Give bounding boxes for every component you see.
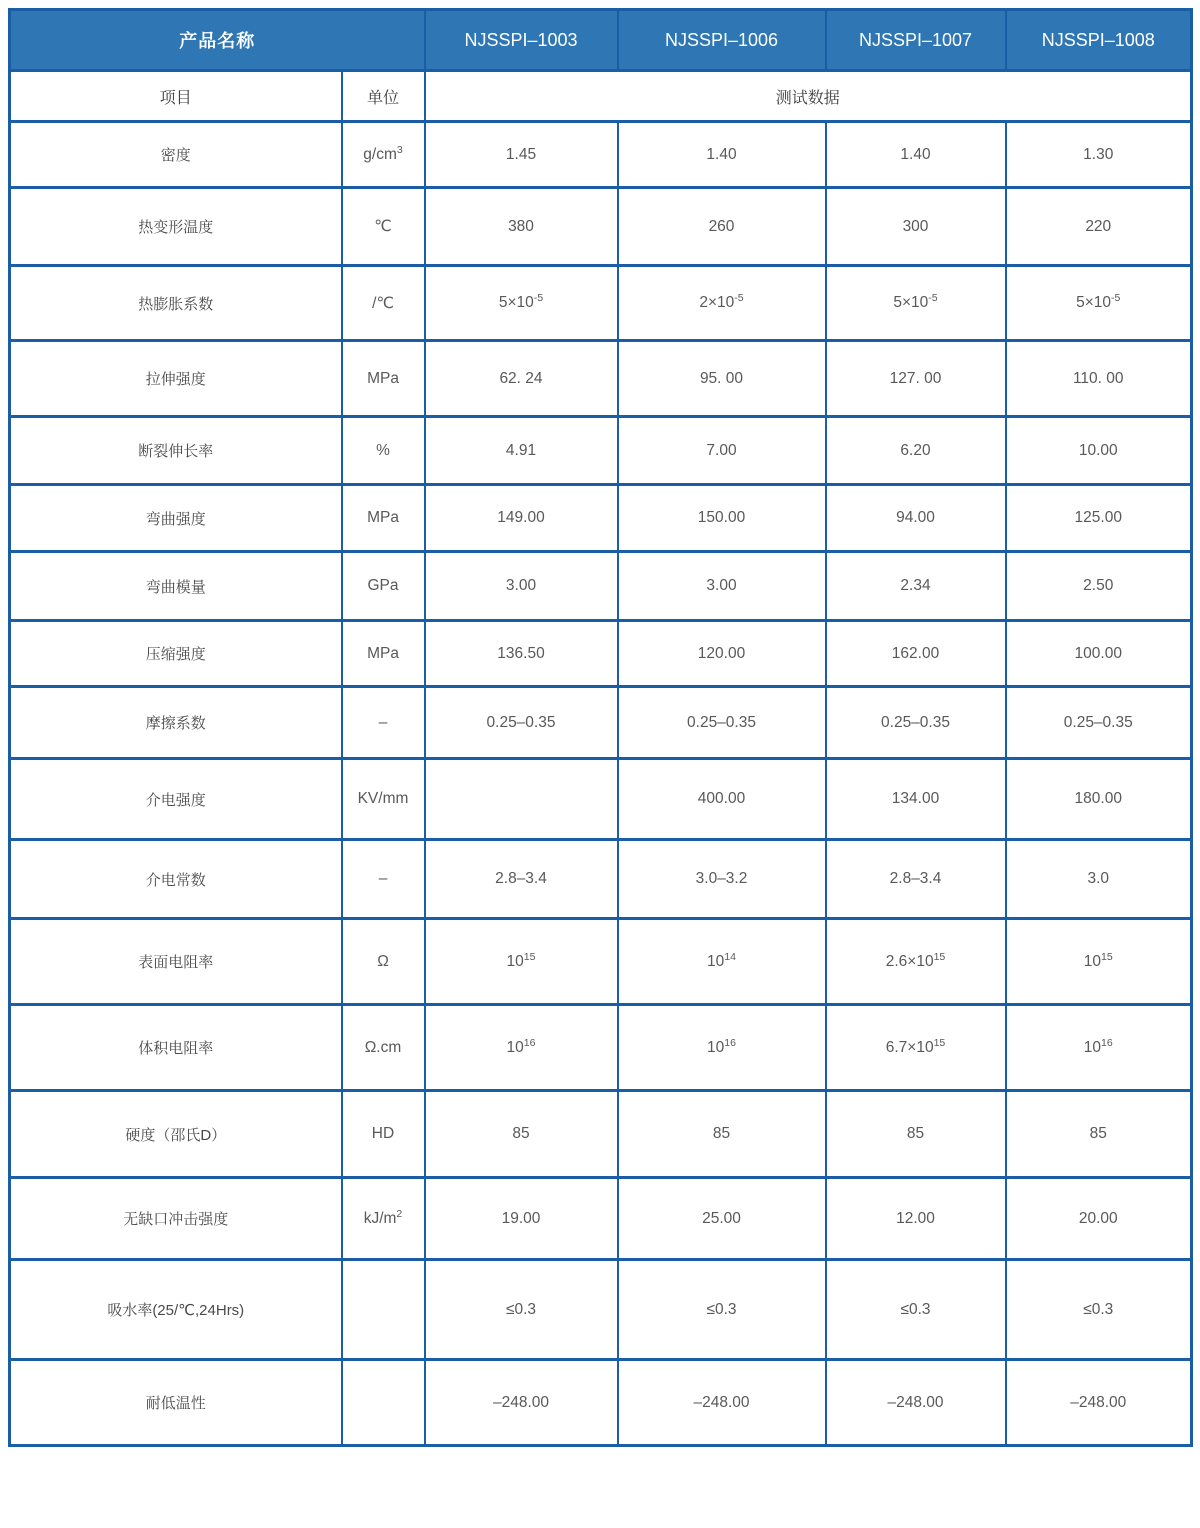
value-cell: $2.6\times 10^{15}$ <box>826 919 1006 1005</box>
unit-cell <box>342 1360 425 1446</box>
value-cell: 19.00 <box>425 1178 618 1260</box>
value-cell: $10^{15}$ <box>425 919 618 1005</box>
table-row <box>10 687 1192 759</box>
item-cell: 硬度（邵氏D） <box>10 1091 342 1178</box>
item-cell: 热膨胀系数 <box>10 266 342 341</box>
value-cell: –248.00 <box>826 1360 1006 1446</box>
table-row <box>10 417 1192 485</box>
value-cell: 400.00 <box>618 759 826 840</box>
value-cell: ≤0.3 <box>1006 1260 1192 1360</box>
value-cell: 20.00 <box>1006 1178 1192 1260</box>
value-cell: 3.00 <box>618 552 826 621</box>
product-column-header-1003: NJSSPI–1003 <box>425 10 618 71</box>
value-cell: 25.00 <box>618 1178 826 1260</box>
value-cell: ≤0.3 <box>425 1260 618 1360</box>
product-column-header-1007: NJSSPI–1007 <box>826 10 1006 71</box>
unit-cell: MPa <box>342 621 425 687</box>
value-cell: 1.40 <box>826 122 1006 188</box>
value-cell: 12.00 <box>826 1178 1006 1260</box>
value-cell: 94.00 <box>826 485 1006 552</box>
value-cell: 2.34 <box>826 552 1006 621</box>
table-row <box>10 188 1192 266</box>
item-cell: 无缺口冲击强度 <box>10 1178 342 1260</box>
test-data-header: 测试数据 <box>425 71 1192 122</box>
value-cell: 62. 24 <box>425 341 618 417</box>
item-cell: 断裂伸长率 <box>10 417 342 485</box>
value-cell: $5\times 10^{-5}$ <box>425 266 618 341</box>
unit-cell: $kJ/m^2$ <box>342 1178 425 1260</box>
unit-cell: Ω.cm <box>342 1005 425 1091</box>
value-cell: 300 <box>826 188 1006 266</box>
unit-cell: GPa <box>342 552 425 621</box>
value-cell: $10^{16}$ <box>618 1005 826 1091</box>
value-cell: 136.50 <box>425 621 618 687</box>
value-cell: 162.00 <box>826 621 1006 687</box>
table-row <box>10 552 1192 621</box>
item-cell: 弯曲模量 <box>10 552 342 621</box>
value-cell: $10^{16}$ <box>1006 1005 1192 1091</box>
unit-cell: – <box>342 840 425 919</box>
value-cell: $5\times 10^{-5}$ <box>1006 266 1192 341</box>
value-cell: 220 <box>1006 188 1192 266</box>
unit-cell: MPa <box>342 485 425 552</box>
unit-cell: /℃ <box>342 266 425 341</box>
table-row <box>10 1260 1192 1360</box>
value-cell: –248.00 <box>618 1360 826 1446</box>
unit-cell: ℃ <box>342 188 425 266</box>
value-cell: 4.91 <box>425 417 618 485</box>
table-subheader-row <box>10 71 1192 122</box>
product-column-header-1006: NJSSPI–1006 <box>618 10 826 71</box>
item-cell: 压缩强度 <box>10 621 342 687</box>
value-cell: $10^{16}$ <box>425 1005 618 1091</box>
value-cell: ≤0.3 <box>618 1260 826 1360</box>
value-cell: 2.8–3.4 <box>826 840 1006 919</box>
value-cell: 3.00 <box>425 552 618 621</box>
value-cell: $5\times 10^{-5}$ <box>826 266 1006 341</box>
value-cell: ≤0.3 <box>826 1260 1006 1360</box>
value-cell: 0.25–0.35 <box>425 687 618 759</box>
value-cell: 1.45 <box>425 122 618 188</box>
value-cell: $10^{15}$ <box>1006 919 1192 1005</box>
unit-cell: HD <box>342 1091 425 1178</box>
item-cell: 吸水率(25/℃,24Hrs) <box>10 1260 342 1360</box>
value-cell: 180.00 <box>1006 759 1192 840</box>
table-row <box>10 1178 1192 1260</box>
table-row <box>10 122 1192 188</box>
value-cell: 125.00 <box>1006 485 1192 552</box>
item-cell: 密度 <box>10 122 342 188</box>
unit-column-header: 单位 <box>342 71 425 122</box>
product-name-header: 产品名称 <box>10 10 425 71</box>
unit-cell: KV/mm <box>342 759 425 840</box>
value-cell: $2\times 10^{-5}$ <box>618 266 826 341</box>
value-cell: 85 <box>826 1091 1006 1178</box>
value-cell: –248.00 <box>1006 1360 1192 1446</box>
item-cell: 弯曲强度 <box>10 485 342 552</box>
value-cell: 150.00 <box>618 485 826 552</box>
table-row <box>10 1360 1192 1446</box>
value-cell: 7.00 <box>618 417 826 485</box>
value-cell: 380 <box>425 188 618 266</box>
value-cell: 6.20 <box>826 417 1006 485</box>
unit-cell: Ω <box>342 919 425 1005</box>
value-cell: 3.0–3.2 <box>618 840 826 919</box>
table-row <box>10 621 1192 687</box>
value-cell: –248.00 <box>425 1360 618 1446</box>
item-column-header: 项目 <box>10 71 342 122</box>
table-row <box>10 759 1192 840</box>
value-cell: 2.50 <box>1006 552 1192 621</box>
unit-cell: $g/cm^3$ <box>342 122 425 188</box>
product-column-header-1008: NJSSPI–1008 <box>1006 10 1192 71</box>
table-header-row <box>10 10 1192 71</box>
value-cell <box>425 759 618 840</box>
value-cell: 120.00 <box>618 621 826 687</box>
value-cell: 260 <box>618 188 826 266</box>
value-cell: 100.00 <box>1006 621 1192 687</box>
value-cell: 85 <box>618 1091 826 1178</box>
item-cell: 摩擦系数 <box>10 687 342 759</box>
value-cell: 85 <box>425 1091 618 1178</box>
value-cell: 2.8–3.4 <box>425 840 618 919</box>
item-cell: 表面电阻率 <box>10 919 342 1005</box>
value-cell: 127. 00 <box>826 341 1006 417</box>
value-cell: $10^{14}$ <box>618 919 826 1005</box>
table-row <box>10 485 1192 552</box>
value-cell: 0.25–0.35 <box>1006 687 1192 759</box>
table-row <box>10 919 1192 1005</box>
value-cell: 110. 00 <box>1006 341 1192 417</box>
table-row <box>10 1005 1192 1091</box>
unit-cell: % <box>342 417 425 485</box>
item-cell: 拉伸强度 <box>10 341 342 417</box>
item-cell: 耐低温性 <box>10 1360 342 1446</box>
value-cell: 134.00 <box>826 759 1006 840</box>
value-cell: 0.25–0.35 <box>826 687 1006 759</box>
item-cell: 介电常数 <box>10 840 342 919</box>
table-row <box>10 341 1192 417</box>
value-cell: 1.40 <box>618 122 826 188</box>
value-cell: 149.00 <box>425 485 618 552</box>
value-cell: 1.30 <box>1006 122 1192 188</box>
value-cell: 0.25–0.35 <box>618 687 826 759</box>
table-row <box>10 266 1192 341</box>
unit-cell: MPa <box>342 341 425 417</box>
item-cell: 体积电阻率 <box>10 1005 342 1091</box>
item-cell: 介电强度 <box>10 759 342 840</box>
product-spec-table <box>8 8 1193 1447</box>
unit-cell: – <box>342 687 425 759</box>
table-row <box>10 840 1192 919</box>
value-cell: 85 <box>1006 1091 1192 1178</box>
value-cell: 10.00 <box>1006 417 1192 485</box>
table-row <box>10 1091 1192 1178</box>
unit-cell <box>342 1260 425 1360</box>
value-cell: $6.7\times 10^{15}$ <box>826 1005 1006 1091</box>
value-cell: 95. 00 <box>618 341 826 417</box>
value-cell: 3.0 <box>1006 840 1192 919</box>
item-cell: 热变形温度 <box>10 188 342 266</box>
